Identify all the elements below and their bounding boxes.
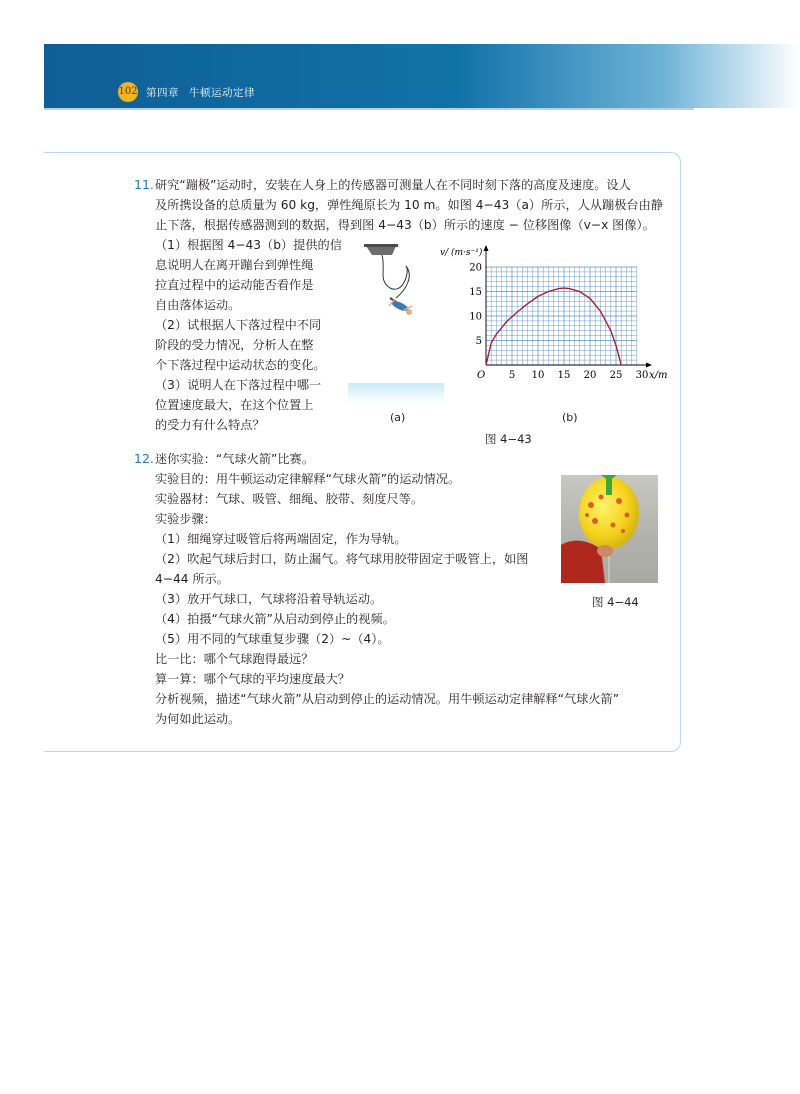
- hand: [597, 545, 613, 557]
- figure-b-caption: (b): [562, 411, 578, 424]
- question-11-sub-line: 位置速度最大，在这个位置上: [155, 398, 314, 412]
- question-11-sub-line: 拉直过程中的运动能否看作是: [155, 278, 314, 292]
- question-12-title: 迷你实验：“气球火箭”比赛。: [155, 452, 314, 466]
- x-tick-label: 10: [531, 370, 545, 381]
- page-number-badge: 102: [118, 82, 138, 102]
- question-11-sub-line: （1）根据图 4−43（b）提供的信: [155, 238, 342, 252]
- y-tick-label: 5: [475, 336, 482, 347]
- question-12-line: 实验步骤：: [155, 512, 216, 526]
- question-12-line: 4−44 所示。: [155, 572, 229, 586]
- figure-4-43-caption: 图 4−43: [485, 432, 532, 446]
- bungee-cord: [382, 255, 407, 289]
- y-tick-label: 15: [469, 287, 482, 298]
- chapter-title: 牛顿运动定律: [189, 87, 255, 99]
- question-11-line-2: 及所携设备的总质量为 60 kg，弹性绳原长为 10 m。如图 4−43（a）所示，人从蹦极台由静: [155, 198, 663, 212]
- question-12-line: （5）用不同的气球重复步骤（2）~（4）。: [155, 632, 390, 646]
- question-11-sub-line: 个下落过程中运动状态的变化。: [155, 358, 326, 372]
- question-12-line: 分析视频，描述“气球火箭”从启动到停止的运动情况。用牛顿运动定律解释“气球火箭”: [155, 692, 620, 706]
- question-12-line: 算一算：哪个气球的平均速度最大？: [155, 672, 350, 686]
- y-tick-label: 10: [469, 311, 482, 323]
- x-axis-arrow: [646, 363, 652, 368]
- question-12-line: 实验目的：用牛顿运动定律解释“气球火箭”的运动情况。: [155, 472, 461, 486]
- x-tick-label: 30: [635, 370, 649, 381]
- balloon-rocket-photo: [561, 475, 658, 583]
- question-11-sub-line: （2）试根据人下落过程中不同: [155, 318, 322, 332]
- x-tick-label: 25: [609, 370, 623, 381]
- figure-a-caption: (a): [390, 411, 406, 424]
- hand-sleeve: [561, 541, 605, 583]
- question-12-line: 为何如此运动。: [155, 712, 241, 726]
- jumper-figure: [389, 298, 412, 315]
- origin-label: O: [477, 370, 486, 381]
- velocity-displacement-chart: [430, 240, 675, 385]
- y-axis-arrow: [484, 245, 489, 251]
- question-12-line: 比一比：哪个气球跑得最远？: [155, 652, 314, 666]
- x-axis-label: x/m: [649, 370, 668, 381]
- question-12-number: 12.: [134, 451, 154, 466]
- question-12-line: 实验器材：气球、吸管、细绳、胶带、刻度尺等。: [155, 492, 424, 506]
- x-tick-label: 5: [508, 370, 516, 381]
- chapter-label: [146, 85, 255, 100]
- question-12-line: （4）拍摄“气球火箭”从启动到停止的视频。: [155, 612, 395, 626]
- question-11-sub-line: 阶段的受力情况，分析人在整: [155, 338, 314, 352]
- figure-4-44-caption: 图 4−44: [592, 595, 639, 609]
- header-divider: [44, 108, 694, 110]
- x-tick-label: 15: [557, 370, 571, 381]
- question-12-line: （3）放开气球口，气球将沿着导轨运动。: [155, 592, 383, 606]
- balloon-illustration: [561, 475, 658, 583]
- question-11-sub-line: （3）说明人在下落过程中哪一: [155, 378, 322, 392]
- question-11-line-1: 研究“蹦极”运动时，安装在人身上的传感器可测量人在不同时刻下落的高度及速度。设人: [155, 178, 631, 192]
- y-axis-label: v/ (m·s⁻¹): [440, 248, 483, 258]
- tape-strip: [606, 479, 612, 495]
- question-11-number: 11.: [134, 177, 154, 192]
- y-tick-label: 20: [469, 262, 482, 274]
- chapter-number: 第四章: [146, 87, 179, 99]
- jump-platform: [364, 244, 398, 255]
- question-11-line-3: 止下落，根据传感器测到的数据，得到图 4−43（b）所示的速度 − 位移图像（v−x 图像）。: [155, 218, 655, 232]
- x-tick-label: 20: [583, 370, 597, 381]
- water-surface: [348, 383, 444, 403]
- question-12-line: （2）吹起气球后封口，防止漏气。将气球用胶带固定于吸管上，如图: [155, 552, 529, 566]
- question-11-sub-line: 自由落体运动。: [155, 298, 241, 312]
- question-12-line: （1）细绳穿过吸管后将两端固定，作为导轨。: [155, 532, 407, 546]
- question-11-sub-line: 息说明人在离开蹦台到弹性绳: [155, 258, 314, 272]
- question-11-sub-line: 的受力有什么特点？: [155, 418, 265, 432]
